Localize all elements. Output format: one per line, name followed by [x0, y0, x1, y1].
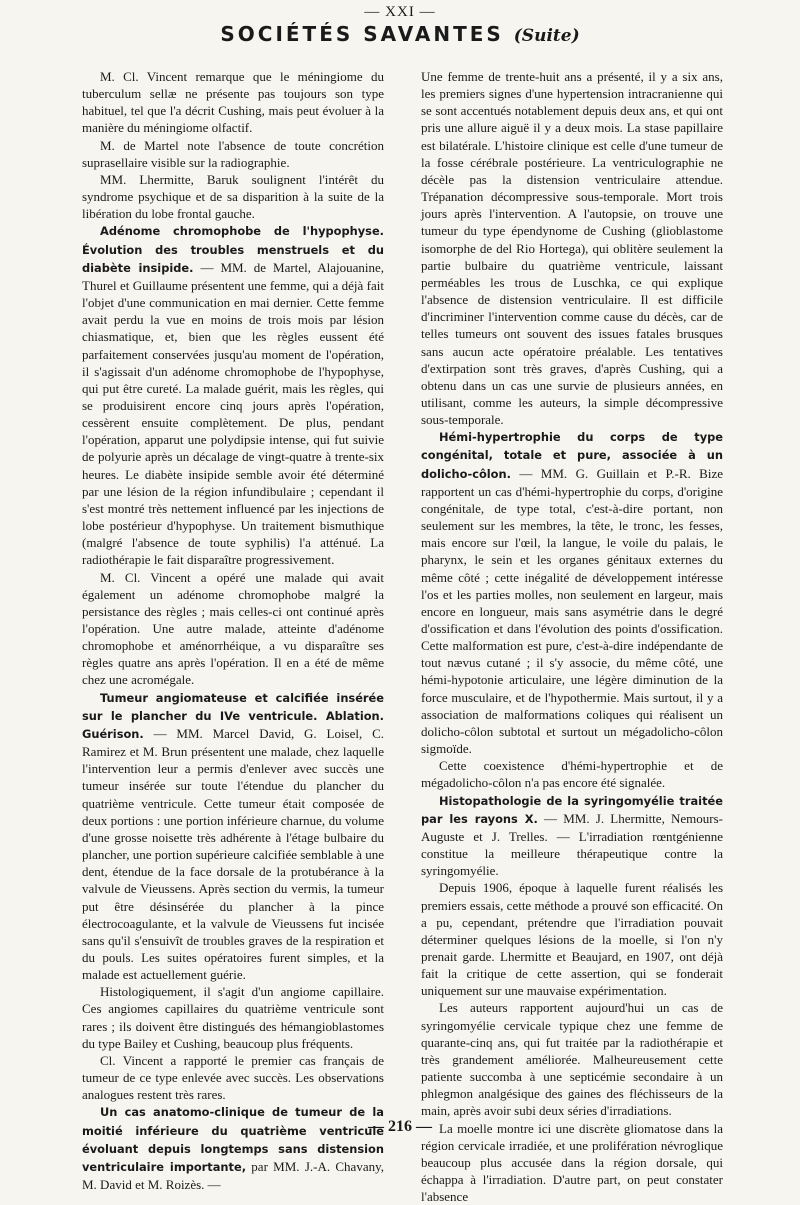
section-heading: Hémi-hypertrophie du corps de type congénital, totale et pure, associée à un dolicho-côlon. [421, 430, 723, 481]
paragraph: M. Cl. Vincent a opéré une malade qui avait également un adénome chromophobe malgré la persistance des règles ; mais celles-ci ont continué après l'opération. Une autre malade, atteinte d'adénome chromophobe et aménorrhéique, a vu disparaître ses règles quatre ans après l'opération. Il en a été de même chez une acromégale. [82, 569, 384, 688]
page-title [0, 22, 800, 46]
section-syringomyelie [421, 792, 723, 880]
section-cas-anatomo-clinique [82, 1103, 384, 1193]
paragraph: MM. Lhermitte, Baruk soulignent l'intérêt du syndrome psychique et de sa disparition à la suite de la libération du lobe frontal gauche. [82, 171, 384, 222]
section-heading: Histopathologie de la syringomyélie traitée par les rayons X. [421, 793, 723, 826]
paragraph: Depuis 1906, époque à laquelle furent réalisés les premiers essais, cette méthode a prouvé son efficacité. On a pu, cependant, prétendre que l'irradiation pouvait déterminer quelques lésions de la moelle, si l'on n'y prenait garde. Lhermitte et Beaujard, en 1907, ont déjà fait la critique de cette assertion, qui se fonderait uniquement sur une mauvaise expérimentation. [421, 880, 723, 999]
roman-page-number: — XXI — [364, 4, 436, 20]
section-text: — MM. de Martel, Alajouanine, Thurel et Guillaume présentent une femme, qui a déjà fait l'objet d'une communication en mai dernier. Cette femme avait perdu la vue en moins de trois mois par lésion chiasmatique, et, bien que les règles eussent été parfaitement conservées jusqu'au moment de l'opération, il s'agissait d'un adénome chromophobe de l'hypophyse, qui put être cureté. La malade guérit, mais les règles, qui se produisirent encore cinq jours après l'opération, cessèrent ensuite complètement. De plus, pendant l'opération, apparut une polydipsie intense, qui fut suivie de polyurie après un décalage de vingt-quatre à trente-six heures. Le diabète insipide semble avoir été déterminé par une lésion de la région infundibulaire ; cependant il s'est montré très nettement influencé par les injections de lobe postérieur d'hypophyse. Un traitement bismuthique (malgré l'absence de toute syphilis) l'a atténué. La radiothérapie le fait disparaître progressivement. [82, 259, 384, 568]
section-heading: Un cas anatomo-clinique de tumeur de la moitié inférieure du quatrième ventricule évoluant depuis longtemps sans distension ventriculaire importante, [82, 1105, 384, 1174]
paragraph: Une femme de trente-huit ans a présenté, il y a six ans, les premiers signes d'une hypertension intracranienne qui se sont accentués notablement depuis deux ans, et qui ont pris une allure aiguë il y a deux mois. La stase papillaire est bilatérale. L'histoire clinique est celle d'une tumeur de la fosse cérébrale postérieure. La ventriculographie ne décèle pas la distension ventriculaire attendue. Trépanation décompressive sous-temporale. Mort trois jours après l'intervention. A l'autopsie, on trouve une tumeur du type épendynome de Cushing (glioblastome isomorphe de del Rio Hortega), qui oblitère seulement la partie bulbaire du quatrième ventricule, laissant perméables les trous de Luschka, ce qui explique l'absence de distension ventriculaire. Il est difficile d'incriminer l'intervention comme cause du décès, car de telles tumeurs ont souvent des issues fatales brusques sans aucun acte opératoire préalable. Les tentatives d'extirpation sont très graves, d'après Cushing, qui a obtenu dans un cas une survie de plusieurs années, en utilisant, comme les auteurs, la simple décompressive sous-temporale. [421, 69, 723, 428]
section-text: — MM. J. Lhermitte, Nemours-Auguste et J. Trelles. — L'irradiation rœntgénienne constitue la meilleure thérapeutique contre la syringomyélie. [421, 810, 724, 879]
section-text: par MM. J.-A. Chavany, M. David et M. Roizès. — [82, 1158, 384, 1192]
section-hemi-hypertrophie [421, 428, 723, 757]
paragraph: La moelle montre ici une discrète gliomatose dans la région cervicale irradiée, et une prolifération névroglique beaucoup plus accusée dans la région dorsale, qui échappa à l'irradiation. D'autre part, on peut constater l'absence [421, 1120, 723, 1205]
paragraph: M. Cl. Vincent remarque que le méningiome du tuberculum sellæ ne présente pas toujours son type habituel, tel que l'a décrit Cushing, mais peut évoluer à la manière du méningiome olfactif. [82, 69, 384, 136]
paragraph: Les auteurs rapportent aujourd'hui un cas de syringomyélie cervicale typique chez une femme de quarante-cinq ans, qui fut traitée par la radiothérapie et très grandement améliorée. Malheureusement cette patiente succomba à une septicémie secondaire à un phlegmon analgésique des gaines des fléchisseurs de la main, après avoir subi deux séries d'irradiations. [421, 1000, 723, 1119]
section-heading: Adénome chromophobe de l'hypophyse. Évolution des troubles menstruels et du diabète insipide. [82, 224, 384, 275]
right-column [421, 68, 723, 1205]
section-heading: Tumeur angiomateuse et calcifiée insérée sur le plancher du IVe ventricule. Ablation. Guérison. [82, 690, 384, 741]
page-title-main: SOCIÉTÉS SAVANTES [220, 22, 504, 46]
section-text: — MM. Marcel David, G. Loisel, C. Ramirez et M. Brun présentent une malade, chez laquelle l'intervention leur a permis d'enlever avec succès une tumeur insérée sur toute l'étendue du plancher du quatrième ventricule. Cette tumeur était composée de deux portions : une portion inférieure charnue, du volume d'une grosse noisette très adhérente à l'étage bulbaire du plancher, une portion supérieure calcifiée semblable à une dent, étendue de la face dorsale de la protubérance à la valvule de Vieussens. Après section du vermis, la tumeur put être désinsérée du plancher à la pince électrocoagulante, et la valvule de Vieussens fut incisée sans qu'il s'ensuivît de troubles graves de la respiration et du pouls. Les suites opératoires furent simples, et la malade est actuellement guérie. [82, 725, 384, 983]
page-number: — 216 — [368, 1118, 432, 1135]
paragraph: Cette coexistence d'hémi-hypertrophie et de mégadolicho-côlon n'a pas encore été signalée. [421, 758, 723, 791]
paragraph: Cl. Vincent a rapporté le premier cas français de tumeur de ce type enlevée avec succès. Les observations analogues restent très rares. [82, 1052, 384, 1103]
paragraph: Histologiquement, il s'agit d'un angiome capillaire. Ces angiomes capillaires du quatrième ventricule sont rares ; ils doivent être distingués des hémangioblastomes du type Bailey et Cushing, beaucoup plus fréquents. [82, 984, 384, 1051]
section-text: — MM. G. Guillain et P.-R. Bize rapportent un cas d'hémi-hypertrophie du corps, d'origine congénitale, de type total, c'est-à-dire portant, non seulement sur les membres, la tête, le tronc, les fesses, mais encore sur l'œil, la langue, le voile du palais, le pharynx, le sein et les organes génitaux externes du même côté ; cette inégalité de développement intéresse l'os et les parties molles, non seulement en largeur, mais encore en longueur, mais sans asymétrie dans le degré d'ossification et dans l'évolution des points d'ossification. Cette malformation est pure, c'est-à-dire indépendante de tout nævus cutané ; il s'y associe, du même côté, une hémi-hypotonie articulaire, une légère diminution de la force musculaire, et de l'hypothermie. Mais surtout, il y a association de malformations coliques qui réalisent un dolicho-côlon subtotal et surtout un mégadolicho-côlon sigmoïde. [421, 465, 723, 757]
left-column [82, 68, 384, 1193]
page-title-suite: (Suite) [513, 26, 580, 46]
paragraph: M. de Martel note l'absence de toute concrétion suprasellaire visible sur la radiographie. [82, 137, 384, 170]
section-tumeur-angiomateuse [82, 689, 384, 984]
section-adenome [82, 222, 384, 568]
